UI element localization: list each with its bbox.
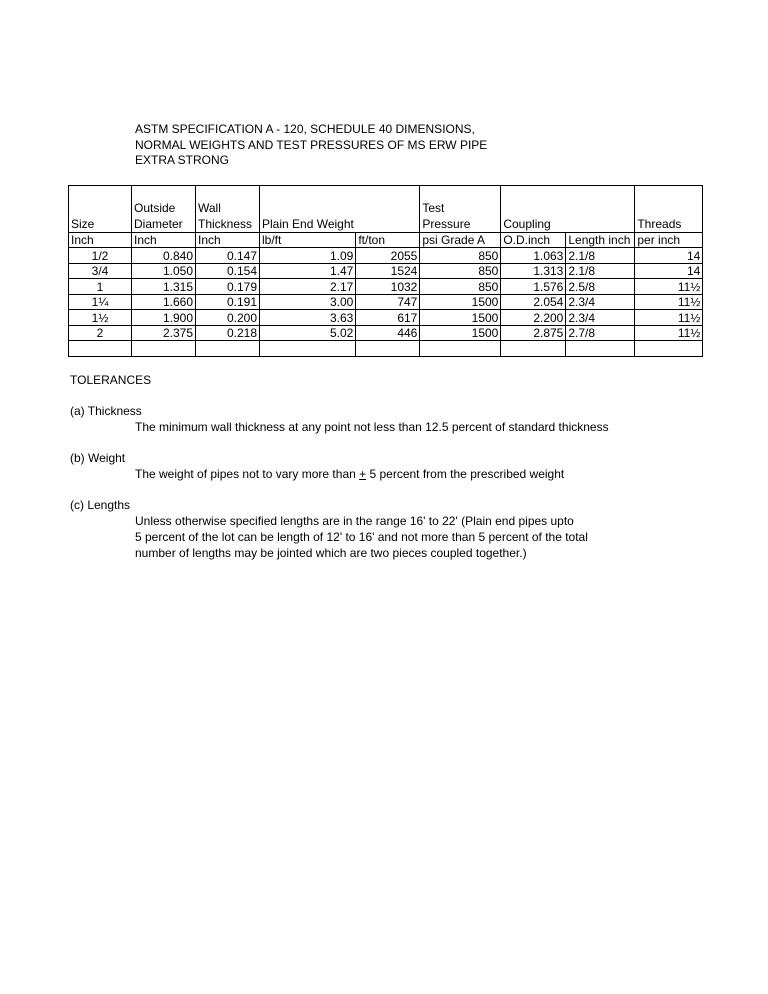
unit-cell: Inch [69,233,132,248]
header-coupling: Coupling [501,186,566,233]
cell-ft-ton: 1524 [356,263,420,279]
cell-ft-ton: 1032 [356,279,420,295]
cell-coupling-od: 2.054 [501,294,566,310]
empty-cell [420,341,501,357]
cell-threads: 11½ [635,310,703,326]
cell-wall-thickness: 0.179 [196,279,260,295]
unit-cell: ft/ton [356,233,420,248]
unit-cell: psi Grade A [420,233,501,248]
cell-outside-diameter: 1.050 [132,263,196,279]
cell-ft-ton: 2055 [356,248,420,264]
cell-lb-ft: 5.02 [260,325,356,341]
lengths-text-line-3: number of lengths may be jointed which are two pieces coupled together.) [135,546,527,560]
cell-test-pressure: 850 [420,248,501,264]
cell-size: 1 [69,279,132,295]
cell-size: 3/4 [69,263,132,279]
cell-coupling-od: 1.313 [501,263,566,279]
pipe-dimensions-table [68,185,703,357]
cell-coupling-length: 2.5/8 [566,279,635,295]
unit-cell: per inch [635,233,703,248]
lengths-text-line-1: Unless otherwise specified lengths are in the range 16' to 22' (Plain end pipes upto [135,514,574,528]
cell-coupling-od: 2.875 [501,325,566,341]
empty-cell [132,341,196,357]
empty-cell [69,341,132,357]
cell-coupling-length: 2.1/8 [566,248,635,264]
cell-outside-diameter: 0.840 [132,248,196,264]
title-line-1: ASTM SPECIFICATION A - 120, SCHEDULE 40 DIMENSIONS, [135,122,475,136]
weight-text-post: 5 percent from the prescribed weight [366,467,565,481]
unit-cell: lb/ft [260,233,356,248]
table-row [69,325,703,341]
empty-cell [635,341,703,357]
thickness-text: The minimum wall thickness at any point not less than 12.5 percent of standard thickness [135,420,609,434]
header-wall-thickness: Wall Thickness [196,186,260,233]
unit-cell: O.D.inch [501,233,566,248]
cell-size: 1¼ [69,294,132,310]
unit-cell: Inch [196,233,260,248]
empty-cell [356,341,420,357]
cell-wall-thickness: 0.147 [196,248,260,264]
plus-minus-sign: + [359,467,367,481]
weight-text [135,467,564,483]
cell-lb-ft: 3.63 [260,310,356,326]
cell-threads: 11½ [635,294,703,310]
cell-ft-ton: 446 [356,325,420,341]
document-title [135,122,487,169]
cell-lb-ft: 1.09 [260,248,356,264]
cell-test-pressure: 1500 [420,310,501,326]
cell-test-pressure: 850 [420,279,501,295]
table-row [69,248,703,264]
cell-coupling-od: 1.576 [501,279,566,295]
table-row [69,279,703,295]
empty-cell [566,341,635,357]
cell-coupling-length: 2.3/4 [566,310,635,326]
cell-size: 1½ [69,310,132,326]
cell-coupling-od: 2.200 [501,310,566,326]
weight-label: (b) Weight [70,451,126,465]
header-plain-end-weight: Plain End Weight [260,186,356,233]
cell-threads: 14 [635,248,703,264]
header-test-pressure: Test Pressure [420,186,501,233]
cell-lb-ft: 1.47 [260,263,356,279]
header-outside-diameter: Outside Diameter [132,186,196,233]
lengths-text-line-2: 5 percent of the lot can be length of 12' to 16' and not more than 5 percent of the total [135,530,588,544]
cell-test-pressure: 1500 [420,294,501,310]
cell-ft-ton: 747 [356,294,420,310]
cell-lb-ft: 2.17 [260,279,356,295]
cell-coupling-length: 2.1/8 [566,263,635,279]
cell-threads: 14 [635,263,703,279]
empty-cell [196,341,260,357]
cell-test-pressure: 850 [420,263,501,279]
table-header-row [69,186,703,233]
cell-lb-ft: 3.00 [260,294,356,310]
tolerances-heading: TOLERANCES [70,373,152,387]
cell-test-pressure: 1500 [420,325,501,341]
table-row-empty [69,341,703,357]
cell-size: 2 [69,325,132,341]
cell-wall-thickness: 0.200 [196,310,260,326]
cell-wall-thickness: 0.154 [196,263,260,279]
header-coupling-cont [566,186,635,233]
table-row [69,263,703,279]
cell-outside-diameter: 1.315 [132,279,196,295]
cell-coupling-length: 2.7/8 [566,325,635,341]
cell-ft-ton: 617 [356,310,420,326]
cell-coupling-od: 1.063 [501,248,566,264]
empty-cell [260,341,356,357]
header-threads: Threads [635,186,703,233]
cell-wall-thickness: 0.218 [196,325,260,341]
cell-outside-diameter: 2.375 [132,325,196,341]
unit-cell: Length inch [566,233,635,248]
table-units-row [69,233,703,248]
header-plain-end-weight-cont [356,186,420,233]
header-size: Size [69,186,132,233]
cell-outside-diameter: 1.660 [132,294,196,310]
table-row [69,310,703,326]
cell-coupling-length: 2.3/4 [566,294,635,310]
lengths-label: (c) Lengths [70,498,131,512]
thickness-label: (a) Thickness [70,404,142,418]
cell-threads: 11½ [635,325,703,341]
empty-cell [501,341,566,357]
cell-threads: 11½ [635,279,703,295]
cell-outside-diameter: 1.900 [132,310,196,326]
title-line-2: NORMAL WEIGHTS AND TEST PRESSURES OF MS ERW PIPE [135,137,488,152]
weight-text-pre: The weight of pipes not to vary more than [135,467,360,481]
unit-cell: Inch [132,233,196,248]
cell-wall-thickness: 0.191 [196,294,260,310]
title-line-3: EXTRA STRONG [135,153,230,167]
cell-size: 1/2 [69,248,132,264]
table-row [69,294,703,310]
